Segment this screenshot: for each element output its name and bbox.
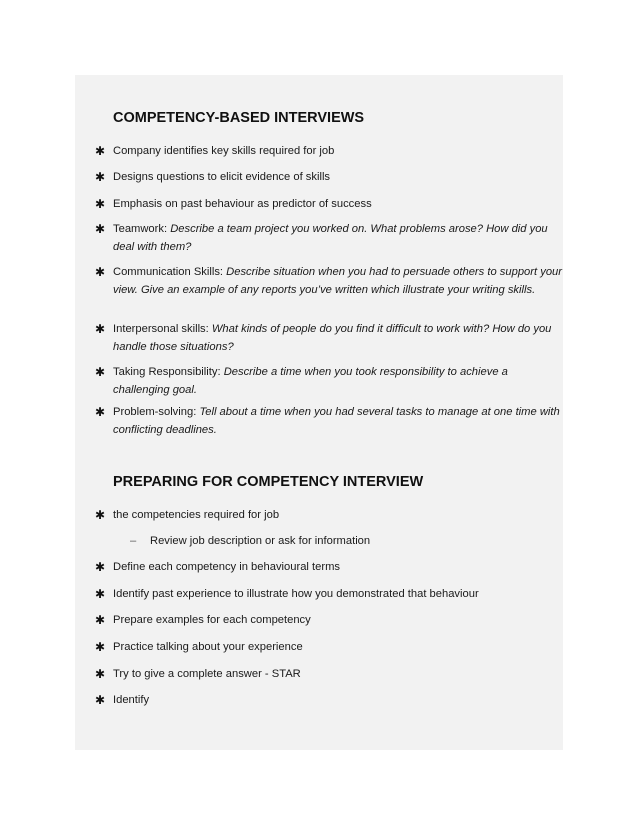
asterisk-bullet-icon: ✱ — [95, 640, 106, 654]
list-item — [95, 639, 565, 657]
list-item-text: Define each competency in behavioural terms — [113, 561, 340, 573]
list-item — [95, 586, 565, 604]
list-item — [95, 196, 565, 214]
list-item — [95, 666, 565, 684]
list-item-text: Identify — [113, 694, 150, 706]
asterisk-bullet-icon: ✱ — [95, 144, 106, 158]
asterisk-bullet-icon: ✱ — [95, 587, 106, 601]
asterisk-bullet-icon: ✱ — [95, 365, 106, 379]
list-item-text: Teamwork: — [113, 223, 171, 235]
list-item — [95, 612, 565, 630]
list-item — [95, 692, 565, 710]
list-item — [95, 221, 565, 256]
asterisk-bullet-icon: ✱ — [95, 693, 106, 707]
list-item-text: Communication Skills: — [113, 266, 227, 278]
sub-list-item — [130, 533, 550, 551]
list-item-text: Problem-solving: — [113, 406, 200, 418]
list-item — [95, 364, 565, 399]
asterisk-bullet-icon: ✱ — [95, 322, 106, 336]
list-item-italic-text: What kinds of people do you find it difficult to work with? How do you handle those situations? — [113, 323, 552, 353]
asterisk-bullet-icon: ✱ — [95, 170, 106, 184]
asterisk-bullet-icon: ✱ — [95, 265, 106, 279]
list-item-italic-text: Describe situation when you had to persuade others to support your view. Give an example of any reports you’ve written which illustrate your writing skills. — [113, 266, 562, 296]
section-heading-preparing-for-competency-interview: PREPARING FOR COMPETENCY INTERVIEW — [113, 474, 424, 490]
list-item-text: Interpersonal skills: — [113, 323, 212, 335]
list-item — [95, 507, 565, 525]
list-item-text: Identify past experience to illustrate how you demonstrated that behaviour — [113, 588, 479, 600]
list-item-text: Try to give a complete answer - STAR — [113, 668, 301, 680]
list-item — [95, 559, 565, 577]
asterisk-bullet-icon: ✱ — [95, 197, 106, 211]
asterisk-bullet-icon: ✱ — [95, 613, 106, 627]
asterisk-bullet-icon: ✱ — [95, 508, 106, 522]
list-item — [95, 404, 565, 439]
list-item-text: Taking Responsibility: — [113, 366, 224, 378]
list-item-text: Emphasis on past behaviour as predictor of success — [113, 198, 372, 210]
asterisk-bullet-icon: ✱ — [95, 222, 106, 236]
list-item-italic-text: Describe a time when you took responsibility to achieve a challenging goal. — [113, 366, 508, 396]
dash-bullet-icon: – — [130, 535, 137, 547]
list-item — [95, 169, 565, 187]
list-item-text: Prepare examples for each competency — [113, 614, 311, 626]
list-item-text: Practice talking about your experience — [113, 641, 303, 653]
asterisk-bullet-icon: ✱ — [95, 667, 106, 681]
asterisk-bullet-icon: ✱ — [95, 560, 106, 574]
section-heading-competency-based-interviews: COMPETENCY-BASED INTERVIEWS — [113, 110, 365, 126]
sub-list-item-text: Review job description or ask for information — [150, 535, 371, 547]
list-item-italic-text: Describe a team project you worked on. What problems arose? How did you deal with them? — [113, 223, 548, 253]
list-item-text: Company identifies key skills required for job — [113, 145, 335, 157]
list-item — [95, 143, 565, 161]
list-item-text: Designs questions to elicit evidence of skills — [113, 171, 331, 183]
list-item-text: the competencies required for job — [113, 509, 280, 521]
list-item — [95, 321, 565, 356]
list-item — [95, 264, 565, 299]
asterisk-bullet-icon: ✱ — [95, 405, 106, 419]
list-item-italic-text: Tell about a time when you had several tasks to manage at one time with conflicting deadlines. — [113, 406, 560, 436]
